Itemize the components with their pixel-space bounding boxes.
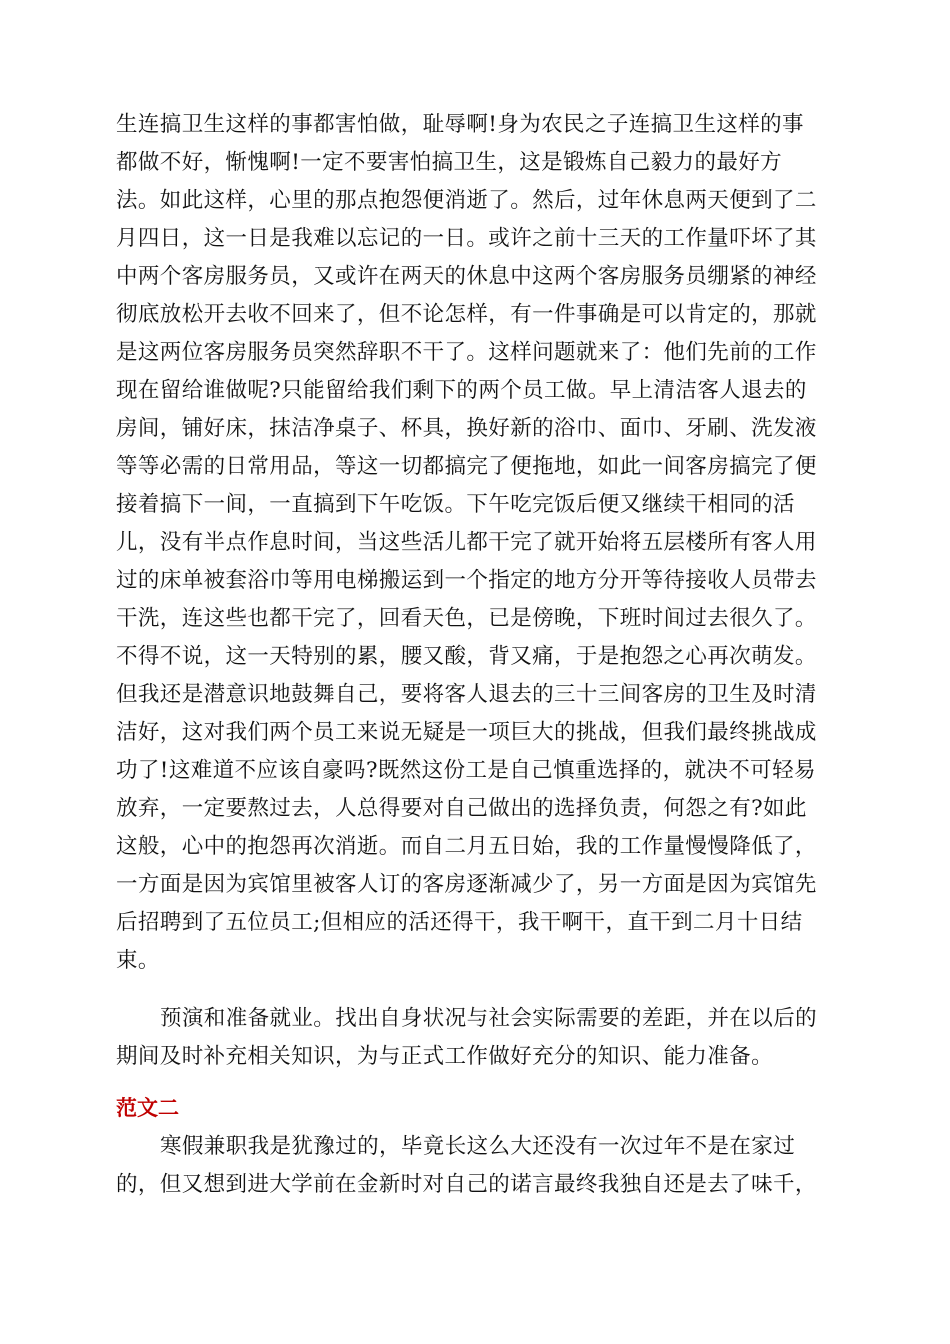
paragraph-continuation: [116, 106, 832, 980]
text-line: 彻底放松开去收不回来了，但不论怎样，有一件事确是可以肯定的，那就: [116, 302, 817, 327]
text-line: 期间及时补充相关知识，为与正式工作做好充分的知识、能力准备。: [116, 1044, 774, 1069]
text-line: 洁好，这对我们两个员工来说无疑是一项巨大的挑战，但我们最终挑战成: [116, 720, 817, 745]
paragraph-sample-two: [116, 1128, 832, 1204]
text-line: 接着搞下一间，一直搞到下午吃饭。下午吃完饭后便又继续干相同的活: [116, 492, 795, 517]
text-line: 预演和准备就业。找出自身状况与社会实际需要的差距，并在以后的: [160, 1006, 818, 1031]
text-line: 现在留给谁做呢?只能留给我们剩下的两个员工做。早上清洁客人退去的: [116, 378, 807, 403]
text-line: 等等必需的日常用品，等这一切都搞完了便拖地，如此一间客房搞完了便: [116, 454, 817, 479]
text-line: 的，但又想到进大学前在金新时对自己的诺言最终我独自还是去了味千，: [116, 1172, 817, 1197]
text-line: 中两个客房服务员，又或许在两天的休息中这两个客房服务员绷紧的神经: [116, 264, 817, 289]
text-line: 法。如此这样，心里的那点抱怨便消逝了。然后，过年休息两天便到了二: [116, 188, 817, 213]
paragraph-employment-prep: [116, 1000, 832, 1076]
text-line: 一方面是因为宾馆里被客人订的客房逐渐减少了，另一方面是因为宾馆先: [116, 872, 817, 897]
text-line: 生连搞卫生这样的事都害怕做，耻辱啊!身为农民之子连搞卫生这样的事: [116, 112, 804, 137]
text-line: 束。: [116, 948, 160, 973]
paragraph-spacer: [116, 980, 832, 1000]
text-line: 后招聘到了五位员工;但相应的活还得干，我干啊干，直干到二月十日结: [116, 910, 803, 935]
text-line: 都做不好，惭愧啊!一定不要害怕搞卫生，这是锻炼自己毅力的最好方: [116, 150, 783, 175]
text-line: 这般，心中的抱怨再次消逝。而自二月五日始，我的工作量慢慢降低了，: [116, 834, 817, 859]
text-line: 但我还是潜意识地鼓舞自己，要将客人退去的三十三间客房的卫生及时清: [116, 682, 817, 707]
text-line: 月四日，这一日是我难以忘记的一日。或许之前十三天的工作量吓坏了其: [116, 226, 817, 251]
text-line: 是这两位客房服务员突然辞职不干了。这样问题就来了：他们先前的工作: [116, 340, 817, 365]
text-line: 儿，没有半点作息时间，当这些活儿都干完了就开始将五层楼所有客人用: [116, 530, 817, 555]
section-heading: 范文二: [116, 1096, 179, 1120]
text-line: 放弃，一定要熬过去，人总得要对自己做出的选择负责，何怨之有?如此: [116, 796, 807, 821]
text-line: 过的床单被套浴巾等用电梯搬运到一个指定的地方分开等待接收人员带去: [116, 568, 817, 593]
text-line: 寒假兼职我是犹豫过的，毕竟长这么大还没有一次过年不是在家过: [160, 1134, 796, 1159]
document-body: [116, 106, 832, 1204]
text-line: 干洗，连这些也都干完了，回看天色，已是傍晚，下班时间过去很久了。: [116, 606, 817, 631]
text-line: 房间，铺好床，抹洁净桌子、杯具，换好新的浴巾、面巾、牙刷、洗发液: [116, 416, 817, 441]
text-line: 不得不说，这一天特别的累，腰又酸，背又痛，于是抱怨之心再次萌发。: [116, 644, 817, 669]
text-line: 功了!这难道不应该自豪吗?既然这份工是自己慎重选择的，就决不可轻易: [116, 758, 816, 783]
